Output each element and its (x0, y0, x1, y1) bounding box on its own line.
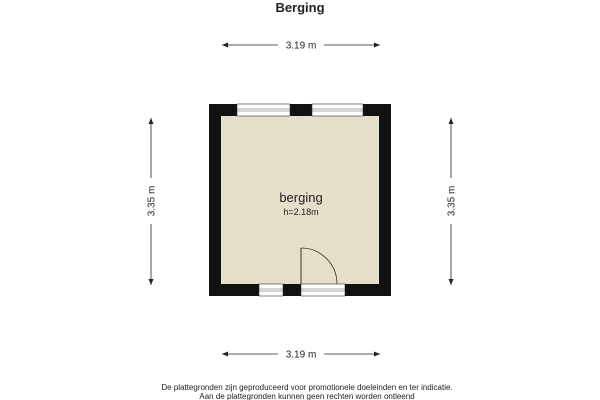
dimension-left (145, 118, 158, 285)
room-name: berging (279, 190, 323, 205)
window-bottom (259, 284, 283, 296)
wall-bottom-right (345, 284, 391, 296)
dimension-top (222, 39, 380, 52)
wall-top-left (209, 104, 237, 116)
wall-bottom-middle (283, 284, 301, 296)
window-top-right (312, 104, 363, 116)
disclaimer-line-1: De plattegronden zijn geproduceerd voor promotionele doeleinden en ter indicatie. (161, 383, 453, 392)
wall-top-right (363, 104, 391, 116)
dimension-top-label: 3.19 m (285, 40, 317, 52)
dimension-right (445, 118, 458, 285)
plan-title: Berging (275, 0, 325, 15)
dimension-bottom (222, 348, 380, 361)
dimension-left-label: 3.35 m (146, 185, 158, 217)
wall-bottom-left (209, 284, 259, 296)
wall-top-middle (290, 104, 312, 116)
wall-right (379, 104, 391, 296)
wall-left (209, 104, 221, 296)
disclaimer-line-2: Aan de plattegronden kunnen geen rechten worden ontleend (199, 392, 415, 400)
dimension-bottom-label: 3.19 m (285, 349, 317, 361)
window-top-left (237, 104, 290, 116)
dimension-right-label: 3.35 m (446, 185, 458, 217)
room-height: h=2.18m (283, 207, 319, 217)
